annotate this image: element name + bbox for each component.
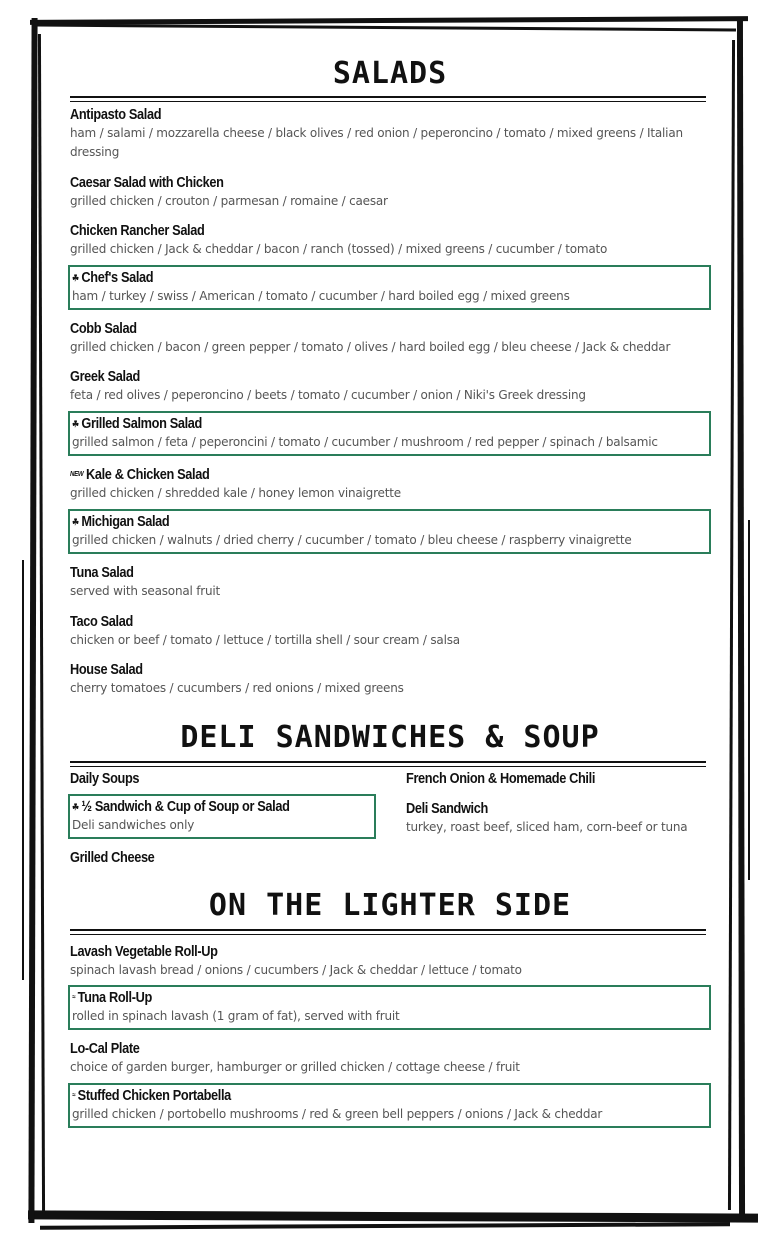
menu-item-michigan-salad — [68, 509, 711, 554]
item-name: Tuna Salad — [70, 565, 134, 581]
menu-item-half-sandwich-soup — [68, 794, 376, 839]
lighter-rule-thin — [70, 934, 706, 935]
item-description: feta / red olives / peperoncino / beets / tomato / cucumber / onion / Niki's Greek dressing — [70, 388, 586, 402]
item-name: Taco Salad — [70, 614, 133, 630]
item-name: Michigan Salad — [81, 514, 170, 530]
item-description: choice of garden burger, hamburger or grilled chicken / cottage cheese / fruit — [70, 1060, 520, 1074]
item-description: grilled chicken / portobello mushrooms / red & green bell peppers / onions / Jack & cheddar — [72, 1107, 603, 1121]
light-badge-icon: ≈ — [72, 994, 76, 1001]
item-description: served with seasonal fruit — [70, 584, 221, 598]
item-name: ½ Sandwich & Cup of Soup or Salad — [81, 799, 290, 815]
item-description: grilled chicken / Jack & cheddar / bacon / ranch (tossed) / mixed greens / cucumber / tomato — [70, 242, 608, 256]
menu-item-deli-sandwich — [406, 800, 710, 837]
lighter-section-title: ON THE LIGHTER SIDE — [208, 888, 572, 923]
item-description: grilled chicken / crouton / parmesan / romaine / caesar — [70, 194, 388, 208]
menu-item-lo-cal-plate — [70, 1040, 710, 1077]
menu-item-cobb-salad — [70, 320, 710, 357]
menu-item-lavash-roll-up — [70, 943, 710, 980]
leaf-icon: ☘ — [72, 273, 79, 283]
salads-rule-thin — [70, 101, 706, 102]
item-description: grilled chicken / shredded kale / honey lemon vinaigrette — [70, 486, 401, 500]
menu-item-chicken-rancher-salad — [70, 222, 710, 259]
menu-item-greek-salad — [70, 368, 710, 405]
menu-item-kale-chicken-salad — [70, 466, 710, 503]
deli-section-title: DELI SANDWICHES & SOUP — [180, 720, 600, 755]
light-badge-icon: ≈ — [72, 1092, 76, 1099]
menu-item-tuna-salad — [70, 564, 710, 601]
item-name: Lavash Vegetable Roll-Up — [70, 944, 218, 960]
item-name: Daily Soups — [70, 771, 140, 787]
menu-item-daily-soups — [70, 770, 374, 788]
frame-border-right — [737, 20, 745, 1220]
salads-section-title: SALADS — [332, 56, 448, 91]
frame-border-bottom-inner — [40, 1222, 730, 1230]
item-description: turkey, roast beef, sliced ham, corn-beef or tuna — [406, 820, 688, 834]
frame-border-bottom — [28, 1210, 758, 1222]
item-description: spinach lavash bread / onions / cucumbers / Jack & cheddar / lettuce / tomato — [70, 963, 522, 977]
item-name: Lo-Cal Plate — [70, 1041, 140, 1057]
menu-item-french-onion-chili — [406, 770, 710, 788]
item-name: Deli Sandwich — [406, 801, 488, 817]
item-description: rolled in spinach lavash (1 gram of fat), served with fruit — [72, 1009, 400, 1023]
frame-border-left — [28, 18, 37, 1223]
menu-item-caesar-salad — [70, 174, 710, 211]
item-name: Chef's Salad — [81, 270, 154, 286]
frame-border-left-inner — [38, 34, 45, 1214]
item-name: Stuffed Chicken Portabella — [77, 1088, 231, 1104]
item-description: Deli sandwiches only — [72, 818, 195, 832]
salads-rule — [70, 96, 706, 98]
item-name: Grilled Salmon Salad — [81, 416, 202, 432]
item-description: cherry tomatoes / cucumbers / red onions / mixed greens — [70, 681, 404, 695]
leaf-icon: ☘ — [72, 802, 79, 812]
item-description: grilled chicken / bacon / green pepper / tomato / olives / hard boiled egg / bleu cheese / Jack & cheddar — [70, 340, 671, 354]
item-description: grilled salmon / feta / peperoncini / tomato / cucumber / mushroom / red pepper / spinach / balsamic — [72, 435, 658, 449]
new-badge-icon: NEW — [70, 471, 84, 478]
item-name: Antipasto Salad — [70, 107, 162, 123]
item-name: Tuna Roll-Up — [77, 990, 152, 1006]
frame-border-left-stroke — [22, 560, 24, 980]
lighter-rule — [70, 929, 706, 931]
menu-item-taco-salad — [70, 613, 710, 650]
deli-rule — [70, 761, 706, 763]
item-name: Kale & Chicken Salad — [85, 467, 210, 483]
frame-border-right-inner — [728, 40, 735, 1210]
menu-item-stuffed-chicken-portabella — [68, 1083, 711, 1128]
item-name: Grilled Cheese — [70, 850, 155, 866]
item-description: chicken or beef / tomato / lettuce / tortilla shell / sour cream / salsa — [70, 633, 460, 647]
menu-item-grilled-salmon-salad — [68, 411, 711, 456]
item-name: Greek Salad — [70, 369, 140, 385]
menu-item-house-salad — [70, 661, 710, 698]
item-name: Chicken Rancher Salad — [70, 223, 205, 239]
menu-item-tuna-roll-up — [68, 985, 711, 1030]
frame-border-right-stroke — [748, 520, 750, 880]
item-name: French Onion & Homemade Chili — [406, 771, 596, 787]
leaf-icon: ☘ — [72, 517, 79, 527]
item-name: House Salad — [70, 662, 143, 678]
deli-rule-thin — [70, 766, 706, 767]
item-description: grilled chicken / walnuts / dried cherry / cucumber / tomato / bleu cheese / raspberry vinaigrette — [72, 533, 632, 547]
item-name: Cobb Salad — [70, 321, 137, 337]
item-name: Caesar Salad with Chicken — [70, 175, 224, 191]
item-description: ham / turkey / swiss / American / tomato / cucumber / hard boiled egg / mixed greens — [72, 289, 570, 303]
menu-item-grilled-cheese — [70, 849, 374, 867]
leaf-icon: ☘ — [72, 419, 79, 429]
menu-item-chefs-salad — [68, 265, 711, 310]
frame-border-top-inner — [36, 24, 736, 32]
item-description: ham / salami / mozzarella cheese / black olives / red onion / peperoncino / tomato / mixed greens / Italian dressing — [70, 126, 683, 159]
menu-item-antipasto-salad — [70, 106, 710, 162]
